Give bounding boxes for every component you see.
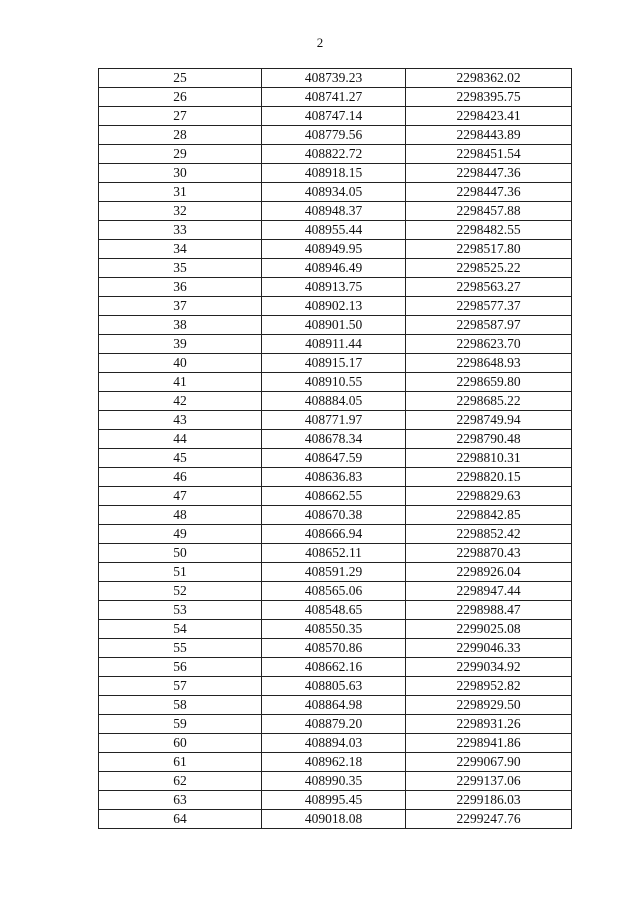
point-number-cell: 54 — [99, 620, 262, 639]
point-number-cell: 51 — [99, 563, 262, 582]
x-coordinate-cell: 408666.94 — [262, 525, 406, 544]
x-coordinate-cell: 408739.23 — [262, 69, 406, 88]
point-number-cell: 55 — [99, 639, 262, 658]
x-coordinate-cell: 408741.27 — [262, 88, 406, 107]
point-number-cell: 57 — [99, 677, 262, 696]
point-number-cell: 53 — [99, 601, 262, 620]
table-row — [99, 563, 572, 582]
y-coordinate-cell: 2298447.36 — [406, 183, 572, 202]
x-coordinate-cell: 408948.37 — [262, 202, 406, 221]
x-coordinate-cell: 408678.34 — [262, 430, 406, 449]
table-row — [99, 183, 572, 202]
y-coordinate-cell: 2299186.03 — [406, 791, 572, 810]
x-coordinate-cell: 408990.35 — [262, 772, 406, 791]
x-coordinate-cell: 408911.44 — [262, 335, 406, 354]
point-number-cell: 59 — [99, 715, 262, 734]
point-number-cell: 61 — [99, 753, 262, 772]
x-coordinate-cell: 408884.05 — [262, 392, 406, 411]
x-coordinate-cell: 408962.18 — [262, 753, 406, 772]
y-coordinate-cell: 2298587.97 — [406, 316, 572, 335]
point-number-cell: 40 — [99, 354, 262, 373]
table-row — [99, 715, 572, 734]
table-row — [99, 259, 572, 278]
point-number-cell: 29 — [99, 145, 262, 164]
x-coordinate-cell: 408652.11 — [262, 544, 406, 563]
table-row — [99, 696, 572, 715]
table-row — [99, 620, 572, 639]
table-row — [99, 677, 572, 696]
table-row — [99, 164, 572, 183]
table-row — [99, 430, 572, 449]
table-row — [99, 335, 572, 354]
table-row — [99, 88, 572, 107]
table-row — [99, 734, 572, 753]
y-coordinate-cell: 2298451.54 — [406, 145, 572, 164]
y-coordinate-cell: 2298517.80 — [406, 240, 572, 259]
x-coordinate-cell: 408747.14 — [262, 107, 406, 126]
table-row — [99, 582, 572, 601]
table-row — [99, 354, 572, 373]
x-coordinate-cell: 408591.29 — [262, 563, 406, 582]
point-number-cell: 26 — [99, 88, 262, 107]
y-coordinate-cell: 2298443.89 — [406, 126, 572, 145]
table-row — [99, 658, 572, 677]
point-number-cell: 50 — [99, 544, 262, 563]
y-coordinate-cell: 2298577.37 — [406, 297, 572, 316]
x-coordinate-cell: 408647.59 — [262, 449, 406, 468]
y-coordinate-cell: 2298685.22 — [406, 392, 572, 411]
table-row — [99, 411, 572, 430]
point-number-cell: 47 — [99, 487, 262, 506]
y-coordinate-cell: 2298931.26 — [406, 715, 572, 734]
y-coordinate-cell: 2299025.08 — [406, 620, 572, 639]
x-coordinate-cell: 408805.63 — [262, 677, 406, 696]
table-row — [99, 316, 572, 335]
point-number-cell: 52 — [99, 582, 262, 601]
y-coordinate-cell: 2298623.70 — [406, 335, 572, 354]
table-row — [99, 487, 572, 506]
x-coordinate-cell: 408550.35 — [262, 620, 406, 639]
x-coordinate-cell: 408901.50 — [262, 316, 406, 335]
coordinates-table-body — [99, 69, 572, 829]
y-coordinate-cell: 2299247.76 — [406, 810, 572, 829]
x-coordinate-cell: 408636.83 — [262, 468, 406, 487]
point-number-cell: 35 — [99, 259, 262, 278]
x-coordinate-cell: 408565.06 — [262, 582, 406, 601]
point-number-cell: 39 — [99, 335, 262, 354]
x-coordinate-cell: 408864.98 — [262, 696, 406, 715]
y-coordinate-cell: 2299034.92 — [406, 658, 572, 677]
table-row — [99, 506, 572, 525]
point-number-cell: 38 — [99, 316, 262, 335]
x-coordinate-cell: 408915.17 — [262, 354, 406, 373]
coordinates-table — [98, 68, 572, 829]
x-coordinate-cell: 408822.72 — [262, 145, 406, 164]
y-coordinate-cell: 2298926.04 — [406, 563, 572, 582]
y-coordinate-cell: 2298941.86 — [406, 734, 572, 753]
x-coordinate-cell: 408662.55 — [262, 487, 406, 506]
y-coordinate-cell: 2299137.06 — [406, 772, 572, 791]
y-coordinate-cell: 2298395.75 — [406, 88, 572, 107]
table-row — [99, 221, 572, 240]
y-coordinate-cell: 2298820.15 — [406, 468, 572, 487]
point-number-cell: 25 — [99, 69, 262, 88]
table-row — [99, 392, 572, 411]
y-coordinate-cell: 2299046.33 — [406, 639, 572, 658]
x-coordinate-cell: 408918.15 — [262, 164, 406, 183]
point-number-cell: 28 — [99, 126, 262, 145]
table-row — [99, 772, 572, 791]
table-row — [99, 810, 572, 829]
table-row — [99, 126, 572, 145]
point-number-cell: 37 — [99, 297, 262, 316]
y-coordinate-cell: 2298749.94 — [406, 411, 572, 430]
page-number: 2 — [316, 35, 324, 50]
table-row — [99, 107, 572, 126]
table-row — [99, 373, 572, 392]
point-number-cell: 41 — [99, 373, 262, 392]
table-row — [99, 278, 572, 297]
y-coordinate-cell: 2298870.43 — [406, 544, 572, 563]
point-number-cell: 44 — [99, 430, 262, 449]
x-coordinate-cell: 408949.95 — [262, 240, 406, 259]
table-row — [99, 468, 572, 487]
point-number-cell: 30 — [99, 164, 262, 183]
x-coordinate-cell: 409018.08 — [262, 810, 406, 829]
table-row — [99, 202, 572, 221]
y-coordinate-cell: 2298852.42 — [406, 525, 572, 544]
point-number-cell: 36 — [99, 278, 262, 297]
x-coordinate-cell: 408662.16 — [262, 658, 406, 677]
y-coordinate-cell: 2298929.50 — [406, 696, 572, 715]
x-coordinate-cell: 408771.97 — [262, 411, 406, 430]
table-row — [99, 544, 572, 563]
y-coordinate-cell: 2298648.93 — [406, 354, 572, 373]
x-coordinate-cell: 408670.38 — [262, 506, 406, 525]
point-number-cell: 48 — [99, 506, 262, 525]
y-coordinate-cell: 2298810.31 — [406, 449, 572, 468]
x-coordinate-cell: 408894.03 — [262, 734, 406, 753]
table-row — [99, 69, 572, 88]
point-number-cell: 56 — [99, 658, 262, 677]
point-number-cell: 34 — [99, 240, 262, 259]
x-coordinate-cell: 408548.65 — [262, 601, 406, 620]
point-number-cell: 31 — [99, 183, 262, 202]
table-row — [99, 601, 572, 620]
y-coordinate-cell: 2298525.22 — [406, 259, 572, 278]
x-coordinate-cell: 408902.13 — [262, 297, 406, 316]
table-row — [99, 525, 572, 544]
x-coordinate-cell: 408570.86 — [262, 639, 406, 658]
point-number-cell: 32 — [99, 202, 262, 221]
point-number-cell: 60 — [99, 734, 262, 753]
x-coordinate-cell: 408955.44 — [262, 221, 406, 240]
y-coordinate-cell: 2298829.63 — [406, 487, 572, 506]
point-number-cell: 33 — [99, 221, 262, 240]
point-number-cell: 45 — [99, 449, 262, 468]
x-coordinate-cell: 408995.45 — [262, 791, 406, 810]
point-number-cell: 64 — [99, 810, 262, 829]
x-coordinate-cell: 408913.75 — [262, 278, 406, 297]
table-row — [99, 639, 572, 658]
x-coordinate-cell: 408779.56 — [262, 126, 406, 145]
y-coordinate-cell: 2298947.44 — [406, 582, 572, 601]
x-coordinate-cell: 408910.55 — [262, 373, 406, 392]
y-coordinate-cell: 2298457.88 — [406, 202, 572, 221]
point-number-cell: 62 — [99, 772, 262, 791]
table-row — [99, 753, 572, 772]
y-coordinate-cell: 2298362.02 — [406, 69, 572, 88]
point-number-cell: 43 — [99, 411, 262, 430]
y-coordinate-cell: 2298842.85 — [406, 506, 572, 525]
y-coordinate-cell: 2298952.82 — [406, 677, 572, 696]
y-coordinate-cell: 2298563.27 — [406, 278, 572, 297]
point-number-cell: 63 — [99, 791, 262, 810]
y-coordinate-cell: 2298790.48 — [406, 430, 572, 449]
point-number-cell: 49 — [99, 525, 262, 544]
x-coordinate-cell: 408946.49 — [262, 259, 406, 278]
y-coordinate-cell: 2298988.47 — [406, 601, 572, 620]
point-number-cell: 42 — [99, 392, 262, 411]
y-coordinate-cell: 2298482.55 — [406, 221, 572, 240]
y-coordinate-cell: 2299067.90 — [406, 753, 572, 772]
table-row — [99, 240, 572, 259]
point-number-cell: 27 — [99, 107, 262, 126]
table-row — [99, 145, 572, 164]
table-row — [99, 791, 572, 810]
x-coordinate-cell: 408879.20 — [262, 715, 406, 734]
table-row — [99, 449, 572, 468]
point-number-cell: 46 — [99, 468, 262, 487]
x-coordinate-cell: 408934.05 — [262, 183, 406, 202]
y-coordinate-cell: 2298423.41 — [406, 107, 572, 126]
y-coordinate-cell: 2298659.80 — [406, 373, 572, 392]
y-coordinate-cell: 2298447.36 — [406, 164, 572, 183]
point-number-cell: 58 — [99, 696, 262, 715]
table-row — [99, 297, 572, 316]
